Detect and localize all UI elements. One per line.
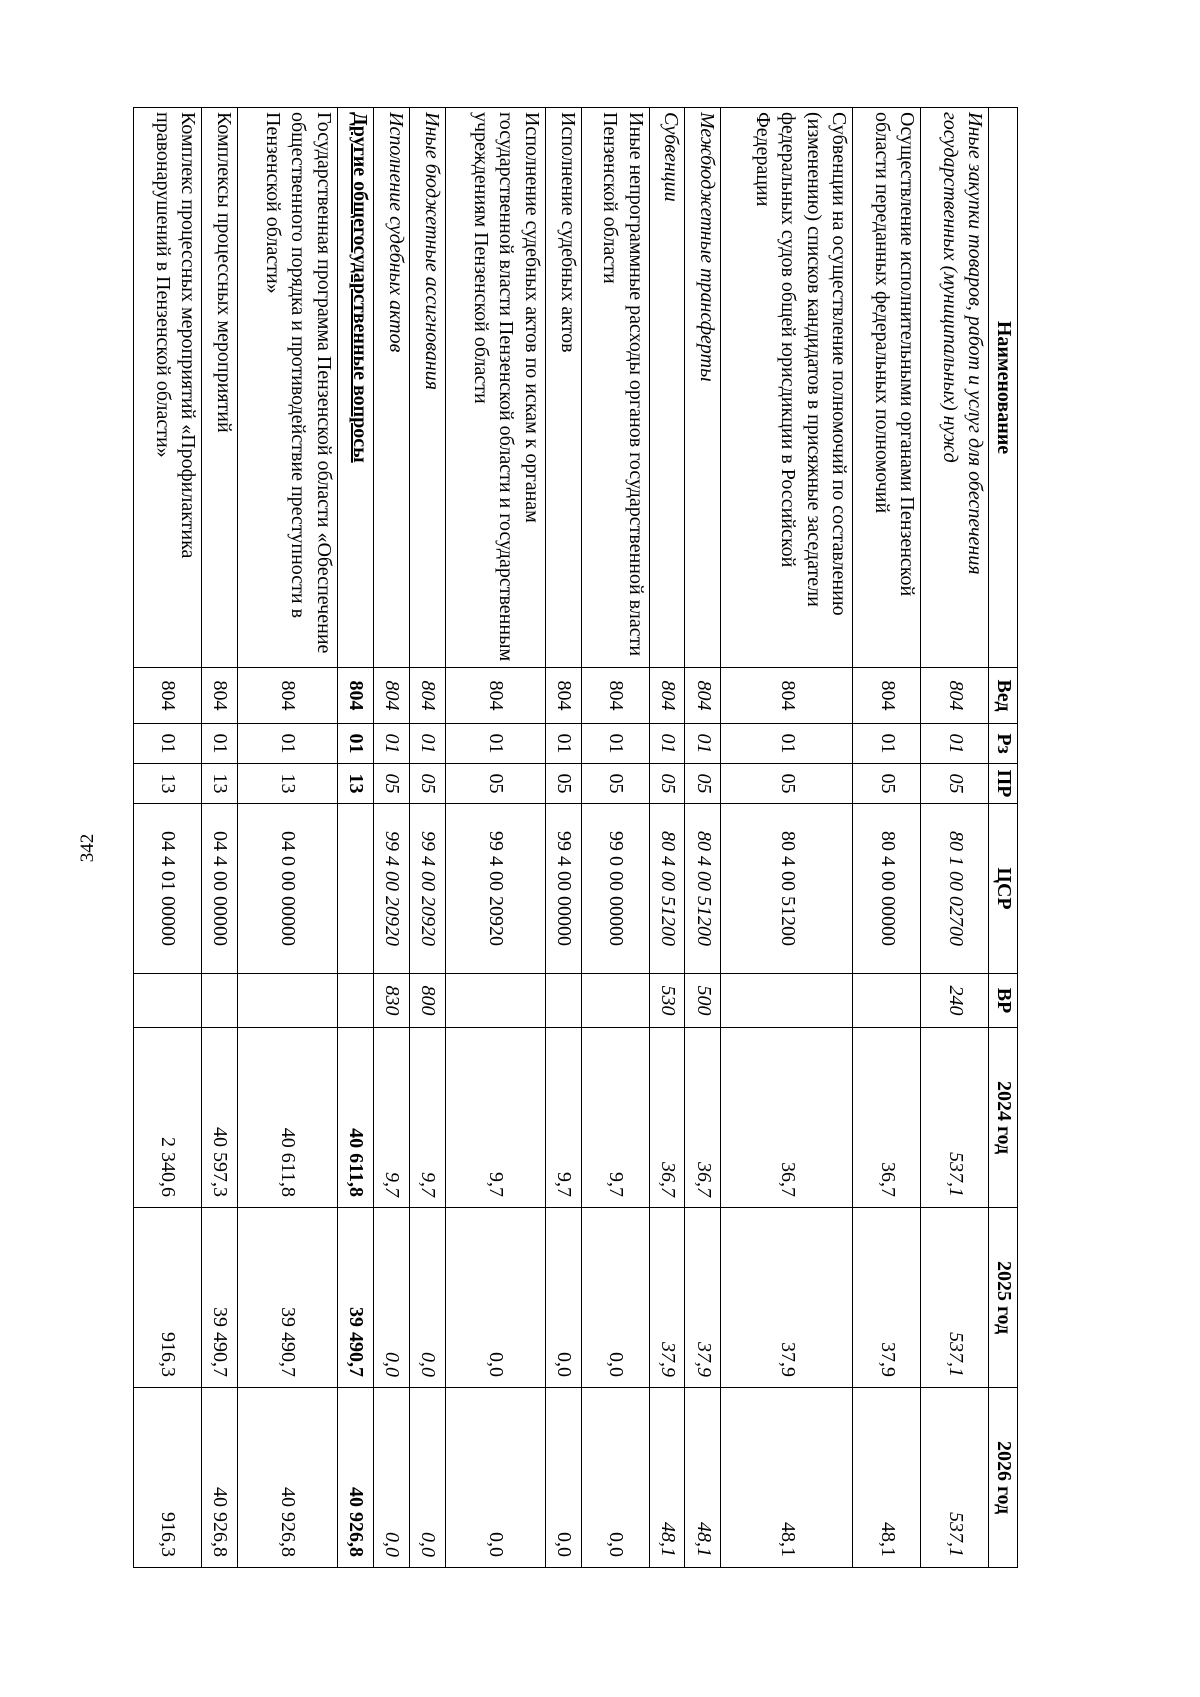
table-row (649, 108, 685, 1568)
row-rz: 01 (545, 724, 581, 764)
row-pr: 05 (409, 764, 445, 804)
row-ved: 804 (202, 668, 238, 724)
row-vr: 830 (373, 974, 409, 1028)
row-pr: 05 (685, 764, 721, 804)
row-csr: 99 4 00 20920 (409, 804, 445, 974)
row-name: Исполнение судебных актов (545, 108, 581, 668)
row-value-2026: 48,1 (853, 1388, 921, 1568)
row-pr: 13 (202, 764, 238, 804)
row-csr: 80 4 00 00000 (853, 804, 921, 974)
row-pr: 13 (238, 764, 338, 804)
row-rz: 01 (238, 724, 338, 764)
row-value-2024: 537,1 (921, 1028, 989, 1208)
row-ved: 804 (409, 668, 445, 724)
header-csr: ЦСР (989, 804, 1018, 974)
row-value-2026: 916,3 (134, 1388, 202, 1568)
row-value-2026: 0,0 (409, 1388, 445, 1568)
row-value-2025: 39 490,7 (238, 1208, 338, 1388)
row-value-2026: 0,0 (545, 1388, 581, 1568)
header-2026: 2026 год (989, 1388, 1018, 1568)
row-value-2024: 9,7 (545, 1028, 581, 1208)
row-csr: 99 4 00 20920 (445, 804, 545, 974)
row-ved: 804 (685, 668, 721, 724)
row-value-2025: 537,1 (921, 1208, 989, 1388)
row-rz: 01 (445, 724, 545, 764)
header-pr: ПР (989, 764, 1018, 804)
row-value-2025: 37,9 (649, 1208, 685, 1388)
row-value-2025: 37,9 (685, 1208, 721, 1388)
table-row (921, 108, 989, 1568)
row-name: Межбюджетные трансферты (685, 108, 721, 668)
row-value-2024: 36,7 (685, 1028, 721, 1208)
row-value-2026: 0,0 (373, 1388, 409, 1568)
row-pr: 13 (338, 764, 374, 804)
row-csr: 80 4 00 51200 (721, 804, 853, 974)
row-name: Осуществление исполнительными органами Пензенской области переданных федеральных полномочий (853, 108, 921, 668)
row-value-2025: 37,9 (721, 1208, 853, 1388)
row-value-2026: 48,1 (649, 1388, 685, 1568)
row-ved: 804 (581, 668, 649, 724)
row-value-2024: 40 597,3 (202, 1028, 238, 1208)
table-row (134, 108, 202, 1568)
row-pr: 05 (649, 764, 685, 804)
row-value-2026: 40 926,8 (338, 1388, 374, 1568)
row-csr: 99 4 00 20920 (373, 804, 409, 974)
table-row (409, 108, 445, 1568)
row-value-2026: 40 926,8 (202, 1388, 238, 1568)
row-value-2026: 48,1 (685, 1388, 721, 1568)
row-csr: 04 4 01 00000 (134, 804, 202, 974)
row-value-2024: 36,7 (853, 1028, 921, 1208)
table-row (685, 108, 721, 1568)
header-2025: 2025 год (989, 1208, 1018, 1388)
row-csr: 80 1 00 02700 (921, 804, 989, 974)
row-pr: 05 (921, 764, 989, 804)
row-ved: 804 (445, 668, 545, 724)
row-value-2025: 916,3 (134, 1208, 202, 1388)
row-ved: 804 (545, 668, 581, 724)
row-name: Исполнение судебных актов по искам к органам государственной власти Пензенской области и государственным учреждениям Пензенской области (445, 108, 545, 668)
row-csr: 80 4 00 51200 (685, 804, 721, 974)
row-name: Исполнение судебных актов (373, 108, 409, 668)
row-rz: 01 (685, 724, 721, 764)
row-value-2024: 9,7 (409, 1028, 445, 1208)
table-row (581, 108, 649, 1568)
table-row (445, 108, 545, 1568)
row-pr: 05 (373, 764, 409, 804)
row-vr: 530 (649, 974, 685, 1028)
row-value-2025: 0,0 (545, 1208, 581, 1388)
row-vr (445, 974, 545, 1028)
table-body (134, 108, 989, 1568)
row-pr: 05 (545, 764, 581, 804)
row-ved: 804 (921, 668, 989, 724)
row-name: Субвенции на осуществление полномочий по составлению (изменению) списков кандидатов в присяжные заседатели федеральных судов общей юрисдикции в Российской Федерации (721, 108, 853, 668)
row-name: Иные закупки товаров, работ и услуг для обеспечения государственных (муниципальных) нужд (921, 108, 989, 668)
row-rz: 01 (721, 724, 853, 764)
row-pr: 05 (721, 764, 853, 804)
row-ved: 804 (373, 668, 409, 724)
table-row (373, 108, 409, 1568)
row-value-2025: 0,0 (445, 1208, 545, 1388)
row-ved: 804 (238, 668, 338, 724)
row-value-2024: 2 340,6 (134, 1028, 202, 1208)
row-csr: 04 0 00 00000 (238, 804, 338, 974)
row-vr (853, 974, 921, 1028)
row-rz: 01 (202, 724, 238, 764)
row-name: Комплексы процессных мероприятий (202, 108, 238, 668)
row-value-2025: 0,0 (581, 1208, 649, 1388)
row-value-2024: 36,7 (649, 1028, 685, 1208)
row-value-2026: 537,1 (921, 1388, 989, 1568)
row-vr (202, 974, 238, 1028)
row-pr: 05 (445, 764, 545, 804)
table-row (853, 108, 921, 1568)
header-rz: Рз (989, 724, 1018, 764)
row-vr: 800 (409, 974, 445, 1028)
row-rz: 01 (921, 724, 989, 764)
row-value-2026: 0,0 (445, 1388, 545, 1568)
header-vr: ВР (989, 974, 1018, 1028)
table-header-row (989, 108, 1018, 1568)
row-rz: 01 (581, 724, 649, 764)
table-row (721, 108, 853, 1568)
budget-table (133, 107, 1018, 1568)
row-csr: 80 4 00 51200 (649, 804, 685, 974)
table-row (545, 108, 581, 1568)
row-name: Другие общегосударственные вопросы (338, 108, 374, 668)
row-rz: 01 (338, 724, 374, 764)
row-vr: 240 (921, 974, 989, 1028)
row-vr (338, 974, 374, 1028)
row-csr: 99 0 00 00000 (581, 804, 649, 974)
row-name: Государственная программа Пензенской области «Обеспечение общественного порядка и противодействие преступности в Пензенской области» (238, 108, 338, 668)
row-value-2026: 0,0 (581, 1388, 649, 1568)
header-name: Наименование (989, 108, 1018, 668)
row-rz: 01 (373, 724, 409, 764)
header-2024: 2024 год (989, 1028, 1018, 1208)
row-vr (721, 974, 853, 1028)
row-pr: 05 (581, 764, 649, 804)
row-rz: 01 (853, 724, 921, 764)
row-value-2024: 36,7 (721, 1028, 853, 1208)
row-value-2026: 48,1 (721, 1388, 853, 1568)
row-value-2024: 9,7 (581, 1028, 649, 1208)
row-ved: 804 (853, 668, 921, 724)
row-pr: 05 (853, 764, 921, 804)
row-ved: 804 (721, 668, 853, 724)
row-name: Иные бюджетные ассигнования (409, 108, 445, 668)
header-ved: Вед (989, 668, 1018, 724)
row-value-2025: 39 490,7 (202, 1208, 238, 1388)
row-vr (238, 974, 338, 1028)
row-name: Иные непрограммные расходы органов государственной власти Пензенской области (581, 108, 649, 668)
row-csr: 99 4 00 00000 (545, 804, 581, 974)
row-value-2024: 40 611,8 (238, 1028, 338, 1208)
row-pr: 13 (134, 764, 202, 804)
row-ved: 804 (134, 668, 202, 724)
table-row (202, 108, 238, 1568)
row-value-2024: 40 611,8 (338, 1028, 374, 1208)
row-rz: 01 (649, 724, 685, 764)
row-vr (134, 974, 202, 1028)
row-ved: 804 (338, 668, 374, 724)
row-value-2024: 9,7 (445, 1028, 545, 1208)
page-number: 342 (77, 833, 98, 863)
row-value-2025: 0,0 (373, 1208, 409, 1388)
row-rz: 01 (409, 724, 445, 764)
row-value-2026: 40 926,8 (238, 1388, 338, 1568)
row-csr: 04 4 00 00000 (202, 804, 238, 974)
table-row (238, 108, 338, 1568)
row-value-2025: 0,0 (409, 1208, 445, 1388)
row-vr: 500 (685, 974, 721, 1028)
row-csr (338, 804, 374, 974)
row-name: Комплекс процессных мероприятий «Профилактика правонарушений в Пензенской области» (134, 108, 202, 668)
row-ved: 804 (649, 668, 685, 724)
rotated-table-wrapper (133, 107, 1018, 1567)
row-rz: 01 (134, 724, 202, 764)
row-value-2025: 37,9 (853, 1208, 921, 1388)
row-vr (581, 974, 649, 1028)
row-value-2025: 39 490,7 (338, 1208, 374, 1388)
table-row (338, 108, 374, 1568)
row-vr (545, 974, 581, 1028)
row-value-2024: 9,7 (373, 1028, 409, 1208)
row-name: Субвенции (649, 108, 685, 668)
